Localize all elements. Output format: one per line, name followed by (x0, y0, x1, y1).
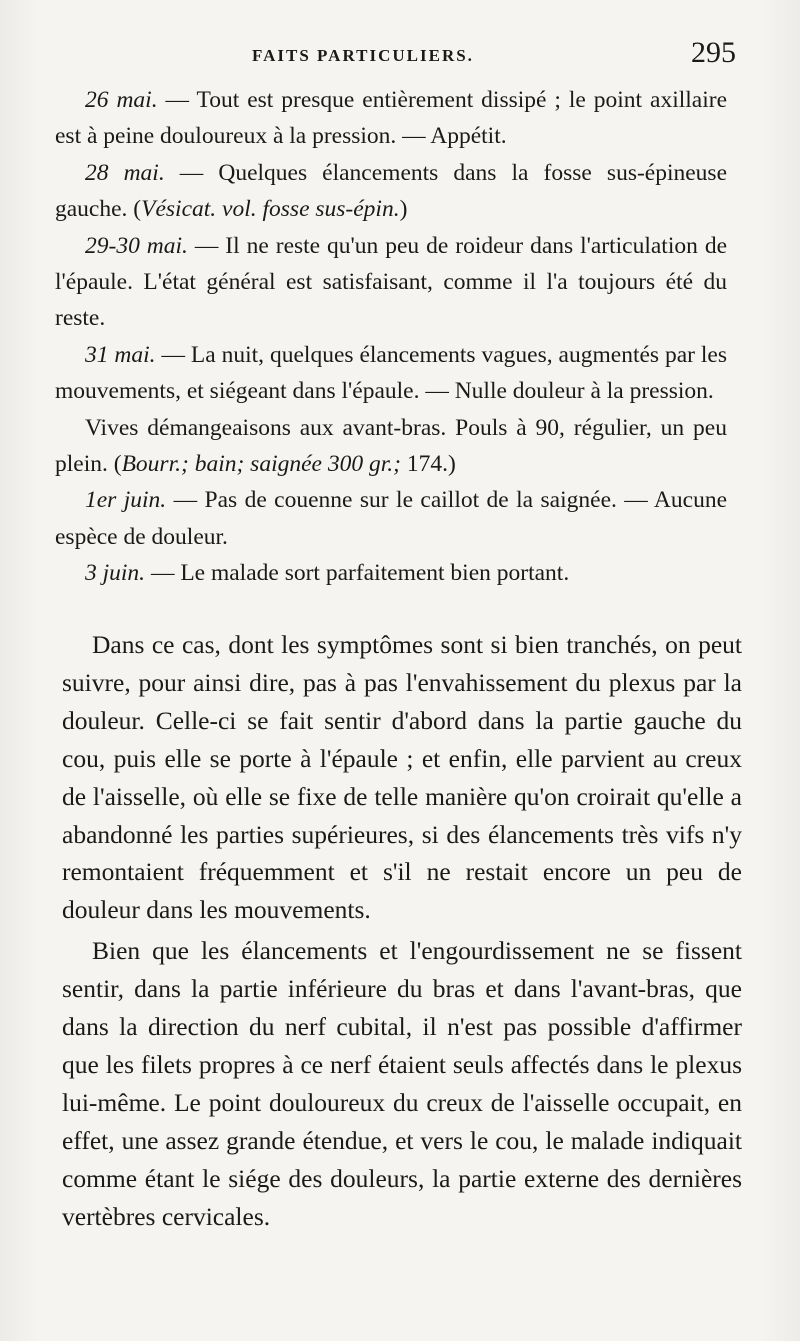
entry-prescription: Vésicat. vol. fosse sus-épin. (141, 196, 400, 223)
commentary-paragraph: Dans ce cas, dont les symptômes sont si bien tranchés, on peut suivre, pour ainsi dire, pas à pas l'envahissement du plexus par la douleur. Celle-ci se fait sentir d'abord dans la partie gauche du cou, puis elle se porte à l'épaule ; et enfin, elle parvient au creux de l'aisselle, où elle se fixe de telle manière qu'on croirait qu'elle a abandonné les parties supérieures, si des élancements très vifs n'y remontaient fréquemment et s'il ne restait encore un peu de douleur dans les mouvements. (62, 630, 742, 925)
entry-text: — Pas de couenne sur le caillot de la saignée. — Aucune espèce de douleur. (55, 487, 727, 550)
entry-text: — Quelques élancements dans la fosse sus-épineuse gauche. ( (55, 159, 727, 223)
page-number: 295 (691, 36, 736, 69)
entry-text-after: 174.) (400, 451, 456, 478)
diary-entry (55, 337, 727, 410)
entry-text: Vives démangeaisons aux avant-bras. Pouls à 90, régulier, un peu plein. ( (55, 414, 727, 478)
page-header (0, 36, 800, 76)
diary-entry (55, 155, 727, 228)
diary-entry (55, 482, 727, 555)
diary-entry (55, 410, 727, 483)
entry-date: 28 mai. (85, 159, 165, 186)
entry-text-after: ) (399, 196, 408, 223)
diary-entry (55, 555, 727, 591)
diary-entry (55, 82, 727, 155)
entry-text: — Le malade sort parfaitement bien portant. (145, 560, 570, 587)
entry-date: 1er juin. (85, 487, 167, 514)
commentary (62, 626, 742, 1236)
running-title: FAITS PARTICULIERS. (252, 46, 474, 65)
entry-prescription: Bourr.; bain; saignée 300 gr.; (121, 451, 401, 478)
entry-date: 31 mai. (85, 341, 156, 368)
diary-entry (55, 228, 727, 337)
entry-date: 26 mai. (85, 87, 158, 113)
entry-text: — La nuit, quelques élancements vagues, augmentés par les mouvements, et siégeant dans l'épaule. — Nulle douleur à la pression. (55, 341, 728, 405)
commentary-paragraph: Bien que les élancements et l'engourdissement ne se fissent sentir, dans la partie inférieure du bras et dans l'avant-bras, que dans la direction du nerf cubital, il n'est pas possible d'affirmer que les filets propres à ce nerf étaient seuls affectés dans le plexus lui-même. Le point douloureux du creux de l'aisselle occupait, en effet, une assez grande étendue, et vers le cou, le malade indiquait comme étant le siége des douleurs, la partie externe des dernières vertèbres cervicales. (62, 936, 742, 1231)
entry-text: — Il ne reste qu'un peu de roideur dans l'articulation de l'épaule. L'état général est satisfaisant, comme il l'a toujours été du reste. (55, 232, 727, 332)
case-diary (55, 82, 727, 592)
entry-date: 3 juin. (85, 560, 146, 587)
entry-date: 29-30 mai. (85, 232, 188, 259)
entry-text: — Tout est presque entièrement dissipé ; le point axillaire est à peine douloureux à la pression. — Appétit. (55, 87, 728, 150)
